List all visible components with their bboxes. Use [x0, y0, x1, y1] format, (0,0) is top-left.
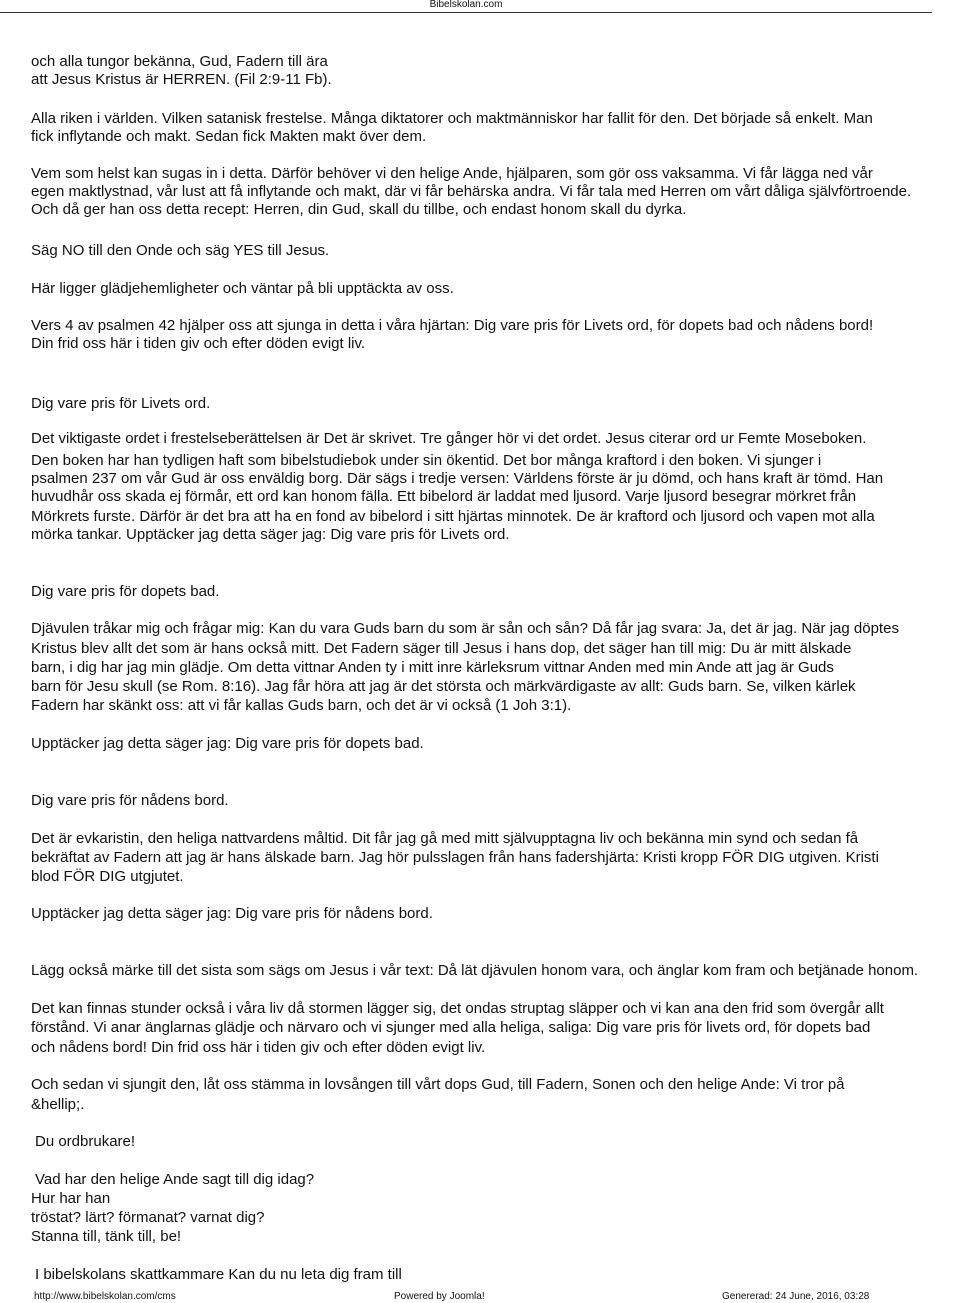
text-line: och nådens bord! Din frid oss här i tiden giv och efter döden evigt liv.	[31, 1039, 486, 1056]
article-body	[31, 0, 960, 1290]
text-line: Det är evkaristin, den heliga nattvardens måltid. Dit får jag gå med mitt självupptagna liv och bekänna min synd och sedan få	[31, 830, 859, 847]
text-line: Säg NO till den Onde och säg YES till Jesus.	[31, 242, 330, 259]
text-line: Stanna till, tänk till, be!	[31, 1228, 182, 1245]
text-line: &hellip;.	[31, 1096, 85, 1113]
text-line: Djävulen tråkar mig och frågar mig: Kan du vara Guds barn du som är sån och sån? Då får jag svara: Ja, det är jag. När jag döptes	[31, 620, 899, 637]
text-line: Upptäcker jag detta säger jag: Dig vare pris för nådens bord.	[31, 905, 433, 922]
text-line: Dig vare pris för nådens bord.	[31, 792, 229, 809]
text-line: att Jesus Kristus är HERREN. (Fil 2:9-11 Fb).	[31, 71, 332, 88]
site-name: Bibelskolan.com	[429, 0, 503, 10]
text-line: och alla tungor bekänna, Gud, Fadern till ära	[31, 53, 328, 70]
text-line: I bibelskolans skattkammare Kan du nu leta dig fram till	[35, 1266, 402, 1283]
text-line: Vers 4 av psalmen 42 hjälper oss att sjunga in detta i våra hjärtan: Dig vare pris för Livets ord, för dopets bad och nådens bord!	[31, 317, 874, 334]
text-line: Och sedan vi sjungit den, låt oss stämma in lovsången till vårt dops Gud, till Fadern, Sonen och den helige Ande: Vi tror på	[31, 1076, 845, 1093]
text-line: Den boken har han tydligen haft som bibelstudiebok under sin ökentid. Det bor många kraftord i den boken. Vi sjunger i	[31, 452, 822, 469]
text-line: egen maktlystnad, vår lust att få inflytande och makt, där vi får behärska andra. Vi får tala med Herren om vårt dåliga självförtroende.	[31, 183, 912, 200]
footer-powered-by: Powered by Joomla!	[394, 1291, 485, 1302]
text-line: Din frid oss här i tiden giv och efter döden evigt liv.	[31, 335, 366, 352]
text-line: Kristus blev allt det som är hans också mitt. Det Fadern säger till Jesus i hans dop, det säger han till mig: Du är mitt älskade	[31, 640, 852, 657]
text-line: Hur har han	[31, 1190, 111, 1207]
text-line: huvudhår oss skada ej förmår, ett ord kan honom fälla. Ett bibelord är laddat med ljusord. Varje ljusord besegrar mörkret från	[31, 488, 857, 505]
text-line: psalmen 237 om vår Gud är oss enväldig borg. Där sägs i tredje versen: Världens förste är ju dömd, och hans kraft är tömd. Han	[31, 470, 884, 487]
text-line: barn, i dig har jag min glädje. Om detta vittnar Anden ty i mitt inre kärleksrum vittnar Anden med min Ande att jag är Guds	[31, 659, 834, 676]
text-line: Det kan finnas stunder också i våra liv då stormen lägger sig, det ondas struptag släpper och vi kan ana den frid som övergår allt	[31, 1000, 884, 1017]
footer-generated: Genererad: 24 June, 2016, 03:28	[722, 1291, 870, 1302]
text-line: Och då ger han oss detta recept: Herren, din Gud, skall du tillbe, och endast honom skall du dyrka.	[31, 201, 687, 218]
text-line: Vem som helst kan sugas in i detta. Därför behöver vi den helige Ande, hjälparen, som gör oss vaksamma. Vi får lägga ned vår	[31, 165, 873, 182]
page-footer	[0, 1290, 960, 1303]
text-line: Lägg också märke till det sista som sägs om Jesus i vår text: Då lät djävulen honom vara, och änglar kom fram och betjänade honom.	[31, 962, 919, 979]
text-line: Upptäcker jag detta säger jag: Dig vare pris för dopets bad.	[31, 735, 424, 752]
footer-url: http://www.bibelskolan.com/cms	[34, 1291, 176, 1302]
text-line: blod FÖR DIG utgjutet.	[31, 868, 184, 885]
text-line: Du ordbrukare!	[35, 1133, 136, 1150]
text-line: mörka tankar. Upptäcker jag detta säger jag: Dig vare pris för Livets ord.	[31, 526, 510, 543]
text-line: bekräftat av Fadern att jag är hans älskade barn. Jag hör pulsslagen från hans fadershjärta: Kristi kropp FÖR DIG utgiven. Kristi	[31, 849, 879, 866]
text-line: Här ligger glädjehemligheter och väntar på bli upptäckta av oss.	[31, 280, 454, 297]
text-line: Vad har den helige Ande sagt till dig idag?	[35, 1171, 315, 1188]
text-line: Mörkrets furste. Därför är det bra att ha en fond av bibelord i sitt hjärtas minnotek. De är kraftord och ljusord och vapen mot alla	[31, 508, 875, 525]
text-line: Alla riken i världen. Vilken satanisk frestelse. Många diktatorer och maktmänniskor har fallit för den. Det började så enkelt. Man	[31, 110, 873, 127]
text-line: tröstat? lärt? förmanat? varnat dig?	[31, 1209, 265, 1226]
text-line: Dig vare pris för dopets bad.	[31, 583, 220, 600]
text-line: fick inflytande och makt. Sedan fick Makten makt över dem.	[31, 128, 427, 145]
text-line: barn för Jesu skull (se Rom. 8:16). Jag får höra att jag är det största och märkvärdigaste av allt: Guds barn. Se, vilken kärlek	[31, 678, 856, 695]
text-line: Fadern har skänkt oss: att vi får kallas Guds barn, och det är vi också (1 Joh 3:1).	[31, 697, 572, 714]
text-line: förstånd. Vi anar änglarnas glädje och närvaro och vi sjunger med alla heliga, saliga: Dig vare pris för livets ord, för dopets bad	[31, 1019, 871, 1036]
text-line: Dig vare pris för Livets ord.	[31, 395, 211, 412]
text-line: Det viktigaste ordet i frestelseberättelsen är Det är skrivet. Tre gånger hör vi det ordet. Jesus citerar ord ur Femte Moseboken.	[31, 430, 867, 447]
